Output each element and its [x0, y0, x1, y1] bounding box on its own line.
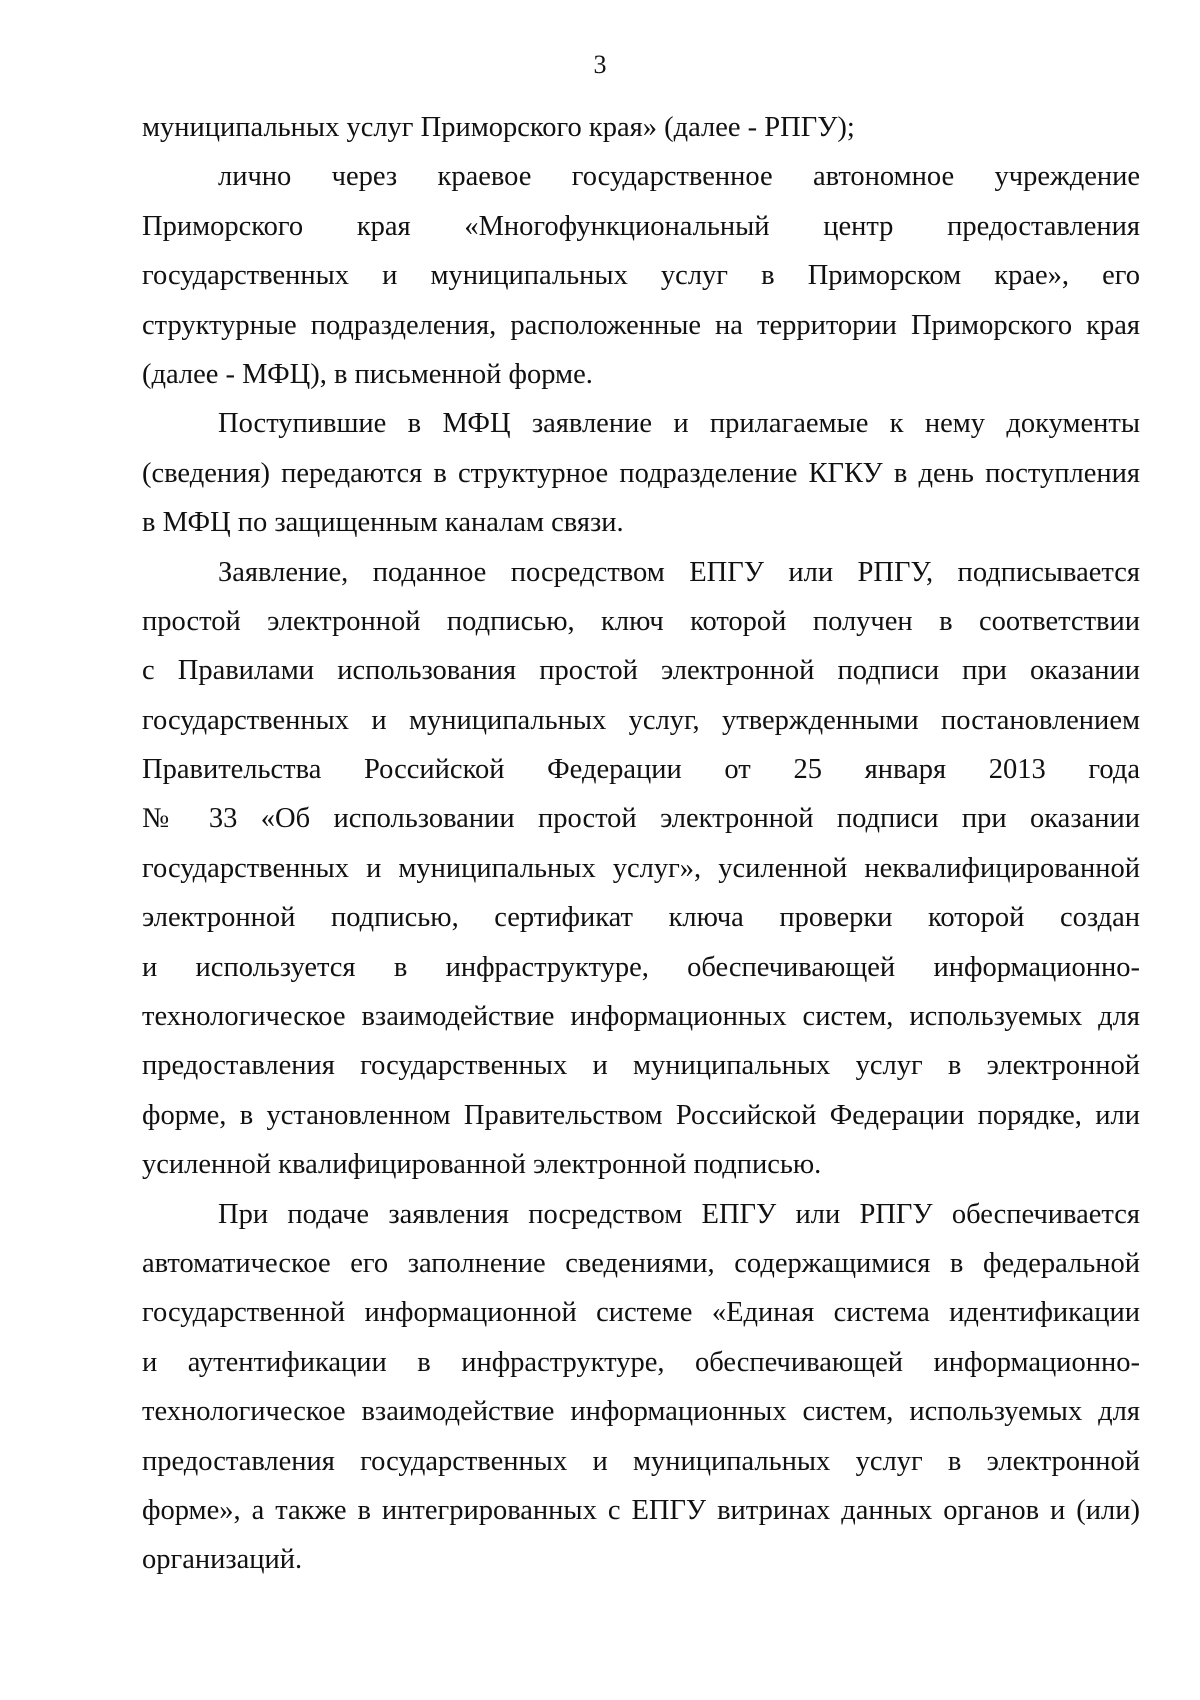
text-line: электронной подписью, сертификат ключа проверки которой создан: [142, 902, 1140, 934]
text-line: форме, в установленном Правительством Российской Федерации порядке, или: [142, 1099, 1140, 1131]
text-line: форме», а также в интегрированных с ЕПГУ витринах данных органов и (или): [142, 1494, 1140, 1526]
text-line: государственной информационной системе «Единая система идентификации: [142, 1297, 1140, 1329]
text-line: структурные подразделения, расположенные на территории Приморского края: [142, 309, 1140, 341]
text-line: лично через краевое государственное автономное учреждение: [218, 161, 1140, 193]
text-line: и аутентификации в инфраструктуре, обеспечивающей информационно-: [142, 1346, 1140, 1378]
text-line: усиленной квалифицированной электронной подписью.: [142, 1149, 822, 1181]
text-line: простой электронной подписью, ключ которой получен в соответствии: [142, 605, 1140, 637]
text-line: с Правилами использования простой электронной подписи при оказании: [142, 655, 1140, 687]
text-line: технологическое взаимодействие информационных систем, используемых для: [142, 1396, 1140, 1428]
text-line: государственных и муниципальных услуг в Приморском крае», его: [142, 260, 1140, 292]
paragraph: [142, 548, 1140, 1190]
text-line: Поступившие в МФЦ заявление и прилагаемые к нему документы: [218, 408, 1140, 440]
page-number: 3: [593, 50, 607, 79]
paragraph: [142, 399, 1140, 547]
text-line: (далее - МФЦ), в письменной форме.: [142, 358, 593, 390]
text-line: Заявление, поданное посредством ЕПГУ или РПГУ, подписывается: [218, 556, 1140, 588]
text-line: № 33 «Об использовании простой электронной подписи при оказании: [142, 803, 1140, 835]
text-line: и используется в инфраструктуре, обеспечивающей информационно-: [142, 951, 1140, 983]
text-line: предоставления государственных и муниципальных услуг в электронной: [142, 1050, 1140, 1082]
text-line: автоматическое его заполнение сведениями, содержащимися в федеральной: [142, 1247, 1140, 1279]
text-line: государственных и муниципальных услуг, утвержденными постановлением: [142, 704, 1140, 736]
text-line: организаций.: [142, 1544, 303, 1576]
text-line: Правительства Российской Федерации от 25 января 2013 года: [142, 754, 1140, 786]
paragraph: [142, 152, 1140, 399]
text-line: (сведения) передаются в структурное подразделение КГКУ в день поступления: [142, 457, 1140, 489]
text-line: в МФЦ по защищенным каналам связи.: [142, 507, 624, 539]
text-line: государственных и муниципальных услуг», усиленной неквалифицированной: [142, 852, 1140, 884]
paragraph: [142, 103, 1140, 152]
document-body: [142, 103, 1140, 1585]
text-line: Приморского края «Многофункциональный центр предоставления: [142, 210, 1140, 242]
text-line: предоставления государственных и муниципальных услуг в электронной: [142, 1445, 1140, 1477]
text-line: При подаче заявления посредством ЕПГУ или РПГУ обеспечивается: [218, 1198, 1140, 1230]
text-line: муниципальных услуг Приморского края» (далее - РПГУ);: [142, 112, 855, 143]
paragraph: [142, 1190, 1140, 1585]
text-line: технологическое взаимодействие информационных систем, используемых для: [142, 1001, 1140, 1033]
